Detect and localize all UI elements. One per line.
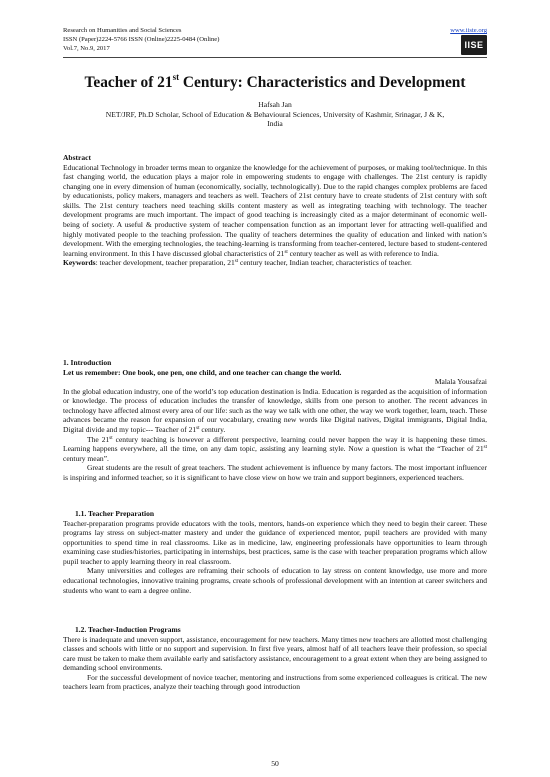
title-text-rest: Century: Characteristics and Development <box>179 74 466 91</box>
page-number: 50 <box>271 759 279 768</box>
quote-author: Malala Yousafzai <box>434 377 487 387</box>
issn-line: ISSN (Paper)2224-5766 ISSN (Online)2225-0484 (Online) <box>63 36 220 44</box>
intro-text: century. <box>199 425 226 435</box>
keywords-text: : teacher development, teacher preparation, 21 <box>95 258 235 268</box>
section-1-1 <box>63 509 487 595</box>
title-text: Teacher of 21 <box>84 74 173 91</box>
intro-sup: st <box>196 426 200 432</box>
intro-heading: 1. Introduction <box>63 358 112 367</box>
journal-name: Research on Humanities and Social Sciences <box>63 27 182 34</box>
intro-quote: Let us remember: One book, one pen, one child, and one teacher can change the world. <box>63 367 342 377</box>
abstract-section <box>63 153 487 268</box>
header-divider <box>63 57 487 58</box>
section-1-1-paragraph-2: Many universities and colleges are reframing their schools of education to lay stress on content knowledge, use more and more educational technologies, innovative training programs, create schools of professional development with an intention at career switchers and students who want to earn a degree online. <box>63 566 487 595</box>
author-affiliation: NET/JRF, Ph.D Scholar, School of Education & Behavioural Sciences, University of Kashmir, Srinagar, J & K, <box>105 109 445 119</box>
author-name: Hafsah Jan <box>258 100 292 109</box>
paper-title <box>63 74 487 92</box>
keywords-text: century teacher, Indian teacher, characteristics of teacher. <box>238 258 412 268</box>
section-1-1-heading: 1.1. Teacher Preparation <box>75 509 155 518</box>
section-1-2-paragraph-2: For the successful development of novice teacher, mentoring and instructions from some experienced colleagues is critical. The new teachers learn from practices, analyze their teaching through good introduction <box>63 672 487 692</box>
journal-logo: IISE <box>461 35 487 55</box>
journal-url-link[interactable]: www.iiste.org <box>450 27 487 34</box>
abstract-text <box>63 163 487 259</box>
author-country: India <box>267 119 283 129</box>
journal-header <box>63 26 487 54</box>
intro-paragraph-3: Great students are the result of great teachers. The student achievement is influence by many factors. The most important influencer is inspiring and informed teacher, so it is significant to have close view on how we train and support beginners, experienced teachers. <box>63 463 487 482</box>
intro-text: In the global education industry, one of the world’s top education destination is India. Education is regarded as the acquisition of information or knowledge. The process of education includes the transfer of knowledge, skills from one person to another. The recent advances in technology have affected almost every area of our life: such as the way we talk with one other, the way we work together, learn, teach. These advances became the reason for expansion of our vocabulary, creating new words like Digital natives, Digital immigrants, Digital India, Digital divide and my topic--- Teacher of 21 <box>63 386 487 435</box>
intro-paragraph-2 <box>63 435 487 464</box>
section-1-2-heading: 1.2. Teacher-Induction Programs <box>75 625 181 634</box>
abstract-sup: st <box>284 249 288 255</box>
section-1-1-paragraph-1: Teacher-preparation programs provide educators with the tools, mentors, hands-on experience which they need to begin their career. These programs lay stress on subject-matter mastery and under the guidance of experienced mentor, pupil teachers are provided with many opportunities to spend time in real classrooms. Like as in medicine, law, engineering professionals have opportunities to learn through examining case studies/histories, participating in internships, best practices, same is the case with teacher preparation programs which allow pupil teacher to apply learning theory in real classroom. <box>63 518 487 566</box>
abstract-text-part: Educational Technology in broader terms mean to organize the knowledge for the achievement of purposes, or making tool/technique. In this fast changing world, the education plays a major role in empowering students to engage with challenges. The 21st century is rapidly changing one in every dimension of human (economically, socially, technologically). Due to the rapid changes complex problems are faced by educationists, policy makers, managers and teachers as well. Teachers of 21st century have to create students of 21st century with soft skills. The 21st century teachers need teaching skills content mastery as well as integrating teaching with technology. The teacher development programs are much important. The impact of good teaching is increasingly cited as a major determinant of economic well-being of society. A useful & productive system of teacher compensation function as an important lever for attracting well-qualified and highly motivated people to the teaching profession. The quality of teachers determines the quality of education and linked with nation’s development. With the emerging technologies, the teaching-learning is transforming from teacher-centered, lecture based to student-centered learning environment. In this I have discussed global characteristics of 21 <box>63 162 487 258</box>
abstract-heading: Abstract <box>63 153 91 162</box>
intro-paragraph-1 <box>63 387 487 435</box>
keywords-sup: st <box>234 259 239 265</box>
section-1-2-paragraph-1: There is inadequate and uneven support, assistance, encouragement for new teachers. Many times new teachers are allotted most challenging classes and schools with little or no support and supervision. In first five years, almost half of all teachers leave their profession, so special care must be taken to make them available early and satisfactory assistance, encouragement to a great extent when they are being assigned to demanding school environments. <box>63 634 487 673</box>
section-1-2 <box>63 625 487 692</box>
intro-sup: st <box>483 445 487 451</box>
intro-sup: st <box>109 435 113 441</box>
intro-text: century mean”. <box>63 453 109 463</box>
abstract-text-part: century teacher as well as with reference to India. <box>287 248 439 258</box>
keywords-label: Keywords <box>63 258 96 268</box>
introduction-section <box>63 358 487 483</box>
intro-text: century teaching is however a different perspective, learning could never happen the way it is happening these times. Learning happens everywhere, all the time, on any dam topic, assisting any learning style. Now a question is what the “Teacher of 21 <box>63 434 487 454</box>
title-superscript: st <box>172 72 180 82</box>
volume-line: Vol.7, No.9, 2017 <box>63 45 110 53</box>
intro-text: The 21 <box>87 434 110 444</box>
author-block <box>63 100 487 129</box>
keywords-line <box>63 258 487 268</box>
